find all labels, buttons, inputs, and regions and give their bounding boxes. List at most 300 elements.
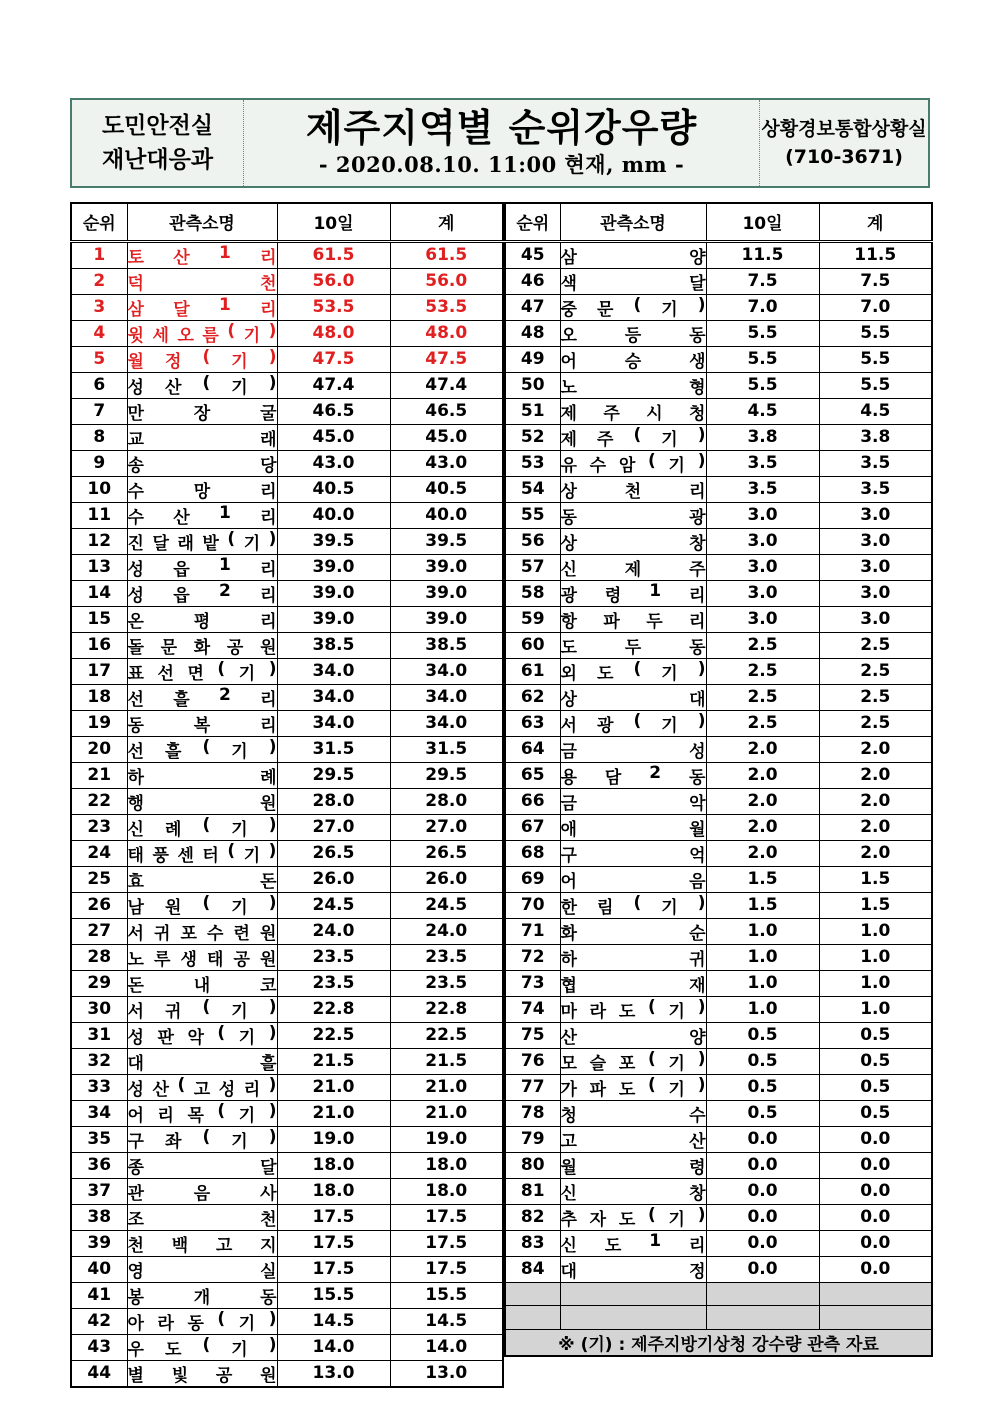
day-rainfall-cell: 56.0 — [277, 268, 390, 294]
title-box — [244, 100, 760, 186]
day-rainfall-cell: 40.5 — [277, 476, 390, 502]
station-name-cell — [560, 918, 706, 944]
rank-cell: 36 — [71, 1152, 127, 1178]
station-name: 제 주 시 청 — [560, 403, 706, 424]
table-row — [505, 996, 932, 1022]
total-rainfall-cell: 40.5 — [390, 476, 503, 502]
station-name: 대 흘 — [127, 1053, 277, 1074]
rank-cell: 66 — [505, 788, 560, 814]
day-rainfall-cell: 3.5 — [706, 476, 819, 502]
total-rainfall-cell: 3.0 — [819, 606, 932, 632]
station-name-cell — [560, 866, 706, 892]
rank-cell: 46 — [505, 268, 560, 294]
total-rainfall-cell: 53.5 — [390, 294, 503, 320]
rank-cell: 69 — [505, 866, 560, 892]
day-rainfall-cell: 1.0 — [706, 996, 819, 1022]
total-rainfall-cell: 1.5 — [819, 866, 932, 892]
station-name: 서 광 ( 기 ) — [560, 710, 706, 736]
day-rainfall-cell: 0.0 — [706, 1256, 819, 1282]
rank-cell: 70 — [505, 892, 560, 918]
total-rainfall-cell: 3.0 — [819, 580, 932, 606]
table-row — [71, 918, 503, 944]
day-rainfall-cell: 18.0 — [277, 1152, 390, 1178]
table-row — [505, 892, 932, 918]
station-name-cell — [127, 762, 277, 788]
rank-cell: 28 — [71, 944, 127, 970]
total-rainfall-cell: 0.0 — [819, 1204, 932, 1230]
total-rainfall-cell: 3.0 — [819, 554, 932, 580]
station-name-cell — [127, 450, 277, 476]
day-rainfall-cell: 39.0 — [277, 554, 390, 580]
total-rainfall-cell: 21.0 — [390, 1074, 503, 1100]
station-name: 서 귀 ( 기 ) — [127, 996, 277, 1022]
station-name: 광 령 1 리 — [560, 580, 706, 606]
rank-cell: 44 — [71, 1360, 127, 1387]
table-row — [505, 1178, 932, 1204]
station-name-cell — [560, 294, 706, 320]
rank-cell: 3 — [71, 294, 127, 320]
day-rainfall-cell: 0.5 — [706, 1074, 819, 1100]
total-rainfall-cell: 2.5 — [819, 632, 932, 658]
rank-cell: 30 — [71, 996, 127, 1022]
station-name: 상 창 — [560, 533, 706, 554]
station-name-cell — [560, 476, 706, 502]
rank-cell: 9 — [71, 450, 127, 476]
rank-cell: 34 — [71, 1100, 127, 1126]
total-rainfall-cell: 39.0 — [390, 554, 503, 580]
station-name-cell — [560, 502, 706, 528]
rank-cell: 48 — [505, 320, 560, 346]
day-rainfall-cell: 0.0 — [706, 1204, 819, 1230]
day-rainfall-cell: 2.0 — [706, 840, 819, 866]
rank-cell: 42 — [71, 1308, 127, 1334]
table-row — [505, 424, 932, 450]
day-rainfall-cell: 45.0 — [277, 424, 390, 450]
table-row — [71, 944, 503, 970]
table-row — [71, 1230, 503, 1256]
station-name-cell — [560, 1178, 706, 1204]
total-rainfall-cell: 24.0 — [390, 918, 503, 944]
station-name: 서 귀 포 수 련 원 — [127, 923, 277, 944]
total-rainfall-cell: 1.0 — [819, 918, 932, 944]
table-row — [71, 762, 503, 788]
station-name-cell — [560, 944, 706, 970]
empty-cell — [819, 1282, 932, 1306]
day-rainfall-cell: 5.5 — [706, 320, 819, 346]
station-name-cell — [127, 268, 277, 294]
station-name: 외 도 ( 기 ) — [560, 658, 706, 684]
station-name-cell — [560, 268, 706, 294]
table-header-row — [71, 203, 503, 241]
day-rainfall-cell: 1.5 — [706, 892, 819, 918]
station-name: 성 읍 1 리 — [127, 554, 277, 580]
total-rainfall-cell: 2.5 — [819, 684, 932, 710]
table-row — [505, 918, 932, 944]
rank-cell: 18 — [71, 684, 127, 710]
station-name: 애 월 — [560, 819, 706, 840]
empty-cell — [505, 1306, 560, 1330]
station-name: 영 실 — [127, 1261, 277, 1282]
station-name-cell — [560, 814, 706, 840]
station-name: 선 흘 ( 기 ) — [127, 736, 277, 762]
station-name: 구 좌 ( 기 ) — [127, 1126, 277, 1152]
station-name-cell — [127, 1230, 277, 1256]
table-row — [71, 372, 503, 398]
day-rainfall-cell: 2.0 — [706, 814, 819, 840]
total-rainfall-cell: 14.0 — [390, 1334, 503, 1360]
station-name: 조 천 — [127, 1209, 277, 1230]
rank-cell: 8 — [71, 424, 127, 450]
day-rainfall-cell: 0.5 — [706, 1100, 819, 1126]
total-rainfall-cell: 0.0 — [819, 1256, 932, 1282]
station-name-cell — [560, 1074, 706, 1100]
station-name: 화 순 — [560, 923, 706, 944]
station-name: 삼 양 — [560, 247, 706, 268]
station-name: 성 읍 2 리 — [127, 580, 277, 606]
station-name-cell — [127, 996, 277, 1022]
total-rainfall-cell: 2.5 — [819, 710, 932, 736]
table-row — [71, 658, 503, 684]
station-name-cell — [127, 684, 277, 710]
table-row — [505, 1152, 932, 1178]
table-row — [71, 528, 503, 554]
table-row — [71, 736, 503, 762]
day-rainfall-cell: 1.0 — [706, 944, 819, 970]
day-rainfall-cell: 3.0 — [706, 606, 819, 632]
day-rainfall-cell: 15.5 — [277, 1282, 390, 1308]
table-row — [505, 320, 932, 346]
total-rainfall-cell: 2.0 — [819, 814, 932, 840]
rank-cell: 45 — [505, 241, 560, 268]
station-name-cell — [127, 736, 277, 762]
office-phone: (710-3671) — [785, 146, 903, 168]
page-title: 제주지역별 순위강우량 — [305, 106, 698, 150]
station-name: 추 자 도 ( 기 ) — [560, 1204, 706, 1230]
rank-cell: 6 — [71, 372, 127, 398]
total-rainfall-cell: 45.0 — [390, 424, 503, 450]
total-rainfall-cell: 1.0 — [819, 970, 932, 996]
station-name: 하 례 — [127, 767, 277, 788]
rank-cell: 11 — [71, 502, 127, 528]
station-name: 만 장 굴 — [127, 403, 277, 424]
rank-cell: 19 — [71, 710, 127, 736]
station-name-cell — [560, 1126, 706, 1152]
table-row — [71, 320, 503, 346]
total-rainfall-cell: 0.0 — [819, 1230, 932, 1256]
table-row — [505, 294, 932, 320]
station-name-cell — [560, 1152, 706, 1178]
table-row — [71, 866, 503, 892]
total-rainfall-cell: 61.5 — [390, 241, 503, 268]
total-rainfall-cell: 14.5 — [390, 1308, 503, 1334]
rank-cell: 76 — [505, 1048, 560, 1074]
day-rainfall-cell: 0.0 — [706, 1178, 819, 1204]
station-name-cell — [560, 684, 706, 710]
day-rainfall-cell: 21.5 — [277, 1048, 390, 1074]
office-box — [760, 100, 928, 186]
total-rainfall-cell: 34.0 — [390, 710, 503, 736]
day-rainfall-cell: 53.5 — [277, 294, 390, 320]
table-row — [71, 398, 503, 424]
day-rainfall-cell: 27.0 — [277, 814, 390, 840]
total-rainfall-cell: 0.5 — [819, 1074, 932, 1100]
total-rainfall-cell: 39.0 — [390, 606, 503, 632]
total-rainfall-cell: 56.0 — [390, 268, 503, 294]
day-rainfall-cell: 39.0 — [277, 606, 390, 632]
rank-cell: 2 — [71, 268, 127, 294]
rank-cell: 5 — [71, 346, 127, 372]
day-rainfall-cell: 17.5 — [277, 1256, 390, 1282]
station-name-cell — [127, 476, 277, 502]
station-name-cell — [560, 528, 706, 554]
station-name-cell — [127, 1126, 277, 1152]
station-name: 항 파 두 리 — [560, 611, 706, 632]
total-rainfall-cell: 5.5 — [819, 320, 932, 346]
rank-cell: 68 — [505, 840, 560, 866]
empty-cell — [560, 1282, 706, 1306]
table-row — [505, 814, 932, 840]
total-column-header: 계 — [390, 203, 503, 241]
station-name: 윗 세 오 름 ( 기 ) — [127, 320, 277, 346]
station-column-header: 관측소명 — [127, 203, 277, 241]
rank-cell: 75 — [505, 1022, 560, 1048]
rank-cell: 65 — [505, 762, 560, 788]
rank-cell: 61 — [505, 658, 560, 684]
day-rainfall-cell: 13.0 — [277, 1360, 390, 1387]
right-table-body — [505, 241, 932, 1282]
rank-cell: 23 — [71, 814, 127, 840]
station-name-cell — [560, 398, 706, 424]
day-rainfall-cell: 5.5 — [706, 346, 819, 372]
division-name: 재난대응과 — [101, 147, 214, 173]
table-row — [505, 502, 932, 528]
rank-cell: 50 — [505, 372, 560, 398]
table-row — [505, 710, 932, 736]
station-name-cell — [127, 1048, 277, 1074]
rank-cell: 15 — [71, 606, 127, 632]
total-rainfall-cell: 2.0 — [819, 736, 932, 762]
station-name-cell — [560, 554, 706, 580]
total-rainfall-cell: 0.0 — [819, 1178, 932, 1204]
day-rainfall-cell: 18.0 — [277, 1178, 390, 1204]
table-row — [505, 241, 932, 268]
total-rainfall-cell: 34.0 — [390, 658, 503, 684]
table-row — [505, 346, 932, 372]
table-row — [71, 1100, 503, 1126]
rank-cell: 79 — [505, 1126, 560, 1152]
rank-cell: 57 — [505, 554, 560, 580]
total-rainfall-cell: 2.0 — [819, 788, 932, 814]
rank-cell: 14 — [71, 580, 127, 606]
rank-cell: 47 — [505, 294, 560, 320]
day-rainfall-cell: 1.5 — [706, 866, 819, 892]
total-rainfall-cell: 7.0 — [819, 294, 932, 320]
station-name-cell — [127, 1256, 277, 1282]
station-name: 태 풍 센 터 ( 기 ) — [127, 840, 277, 866]
station-name: 봉 개 동 — [127, 1287, 277, 1308]
empty-row — [505, 1306, 932, 1330]
rank-cell: 1 — [71, 241, 127, 268]
table-row — [71, 268, 503, 294]
total-rainfall-cell: 13.0 — [390, 1360, 503, 1387]
station-name-cell — [127, 788, 277, 814]
rank-cell: 84 — [505, 1256, 560, 1282]
total-rainfall-cell: 2.5 — [819, 658, 932, 684]
table-row — [505, 450, 932, 476]
rank-cell: 62 — [505, 684, 560, 710]
total-rainfall-cell: 24.5 — [390, 892, 503, 918]
total-rainfall-cell: 21.5 — [390, 1048, 503, 1074]
rank-cell: 12 — [71, 528, 127, 554]
station-name: 노 루 생 태 공 원 — [127, 949, 277, 970]
station-name: 용 담 2 동 — [560, 762, 706, 788]
day-rainfall-cell: 0.0 — [706, 1126, 819, 1152]
station-name-cell — [560, 1048, 706, 1074]
rank-cell: 73 — [505, 970, 560, 996]
day-column-header: 10일 — [706, 203, 819, 241]
total-rainfall-cell: 28.0 — [390, 788, 503, 814]
station-name-cell — [127, 866, 277, 892]
day-rainfall-cell: 23.5 — [277, 944, 390, 970]
station-name: 도 두 동 — [560, 637, 706, 658]
station-name-cell — [560, 1204, 706, 1230]
station-name: 표 선 면 ( 기 ) — [127, 658, 277, 684]
rank-cell: 35 — [71, 1126, 127, 1152]
station-name: 금 성 — [560, 741, 706, 762]
station-name-cell — [560, 606, 706, 632]
station-name-cell — [560, 840, 706, 866]
station-name: 산 양 — [560, 1027, 706, 1048]
rank-cell: 13 — [71, 554, 127, 580]
day-rainfall-cell: 61.5 — [277, 241, 390, 268]
rank-cell: 51 — [505, 398, 560, 424]
day-rainfall-cell: 0.0 — [706, 1230, 819, 1256]
table-row — [505, 840, 932, 866]
table-row — [71, 632, 503, 658]
station-name-cell — [560, 1022, 706, 1048]
rank-cell: 52 — [505, 424, 560, 450]
table-row — [71, 294, 503, 320]
station-name: 구 억 — [560, 845, 706, 866]
total-rainfall-cell: 0.0 — [819, 1126, 932, 1152]
rank-cell: 27 — [71, 918, 127, 944]
station-name-cell — [560, 346, 706, 372]
station-name: 신 도 1 리 — [560, 1230, 706, 1256]
left-table-body — [71, 241, 503, 1387]
table-row — [505, 970, 932, 996]
table-row — [71, 1022, 503, 1048]
station-name: 선 흘 2 리 — [127, 684, 277, 710]
total-rainfall-cell: 1.5 — [819, 892, 932, 918]
empty-cell — [706, 1306, 819, 1330]
station-name-cell — [127, 1360, 277, 1387]
station-name-cell — [127, 1074, 277, 1100]
station-name: 우 도 ( 기 ) — [127, 1334, 277, 1360]
empty-cell — [505, 1282, 560, 1306]
station-name-cell — [127, 554, 277, 580]
station-name-cell — [127, 1282, 277, 1308]
station-name: 고 산 — [560, 1131, 706, 1152]
station-name-cell — [127, 1100, 277, 1126]
station-name: 하 귀 — [560, 949, 706, 970]
station-name-cell — [127, 658, 277, 684]
station-name-cell — [127, 1178, 277, 1204]
rank-cell: 80 — [505, 1152, 560, 1178]
report-timestamp: - 2020.08.10. 11:00 현재, mm - — [318, 152, 685, 177]
station-name: 종 달 — [127, 1157, 277, 1178]
day-rainfall-cell: 22.8 — [277, 996, 390, 1022]
day-rainfall-cell: 29.5 — [277, 762, 390, 788]
station-name: 상 대 — [560, 689, 706, 710]
station-name-cell — [560, 632, 706, 658]
station-name: 수 망 리 — [127, 481, 277, 502]
station-name-cell — [127, 606, 277, 632]
day-rainfall-cell: 19.0 — [277, 1126, 390, 1152]
day-rainfall-cell: 48.0 — [277, 320, 390, 346]
rank-cell: 43 — [71, 1334, 127, 1360]
station-name: 상 천 리 — [560, 481, 706, 502]
total-rainfall-cell: 0.5 — [819, 1048, 932, 1074]
total-rainfall-cell: 4.5 — [819, 398, 932, 424]
station-name: 유 수 암 ( 기 ) — [560, 450, 706, 476]
station-name: 한 림 ( 기 ) — [560, 892, 706, 918]
day-rainfall-cell: 1.0 — [706, 918, 819, 944]
station-name: 모 슬 포 ( 기 ) — [560, 1048, 706, 1074]
rank-cell: 53 — [505, 450, 560, 476]
station-name-cell — [127, 1204, 277, 1230]
total-rainfall-cell: 22.8 — [390, 996, 503, 1022]
total-rainfall-cell: 23.5 — [390, 944, 503, 970]
station-name: 어 음 — [560, 871, 706, 892]
rank-cell: 25 — [71, 866, 127, 892]
rank-cell: 33 — [71, 1074, 127, 1100]
total-rainfall-cell: 3.0 — [819, 502, 932, 528]
table-row — [505, 476, 932, 502]
station-name: 금 악 — [560, 793, 706, 814]
empty-row — [505, 1282, 932, 1306]
total-rainfall-cell: 1.0 — [819, 996, 932, 1022]
table-row — [71, 580, 503, 606]
rank-cell: 29 — [71, 970, 127, 996]
total-rainfall-cell: 0.0 — [819, 1152, 932, 1178]
total-rainfall-cell: 47.5 — [390, 346, 503, 372]
day-rainfall-cell: 17.5 — [277, 1230, 390, 1256]
table-row — [71, 840, 503, 866]
day-rainfall-cell: 4.5 — [706, 398, 819, 424]
station-name: 색 달 — [560, 273, 706, 294]
station-name: 오 등 동 — [560, 325, 706, 346]
total-rainfall-cell: 3.0 — [819, 528, 932, 554]
station-name: 성 산 ( 기 ) — [127, 372, 277, 398]
station-name-cell — [127, 346, 277, 372]
day-rainfall-cell: 24.0 — [277, 918, 390, 944]
total-rainfall-cell: 26.0 — [390, 866, 503, 892]
station-name-cell — [127, 840, 277, 866]
station-name: 월 령 — [560, 1157, 706, 1178]
day-rainfall-cell: 31.5 — [277, 736, 390, 762]
station-name-cell — [127, 1022, 277, 1048]
rank-cell: 64 — [505, 736, 560, 762]
table-row — [71, 1152, 503, 1178]
day-rainfall-cell: 26.0 — [277, 866, 390, 892]
total-rainfall-cell: 2.0 — [819, 840, 932, 866]
station-name-cell — [127, 241, 277, 268]
station-name-cell — [560, 1256, 706, 1282]
note-row — [505, 1329, 932, 1356]
table-row — [71, 1126, 503, 1152]
rank-cell: 72 — [505, 944, 560, 970]
station-name-cell — [560, 762, 706, 788]
